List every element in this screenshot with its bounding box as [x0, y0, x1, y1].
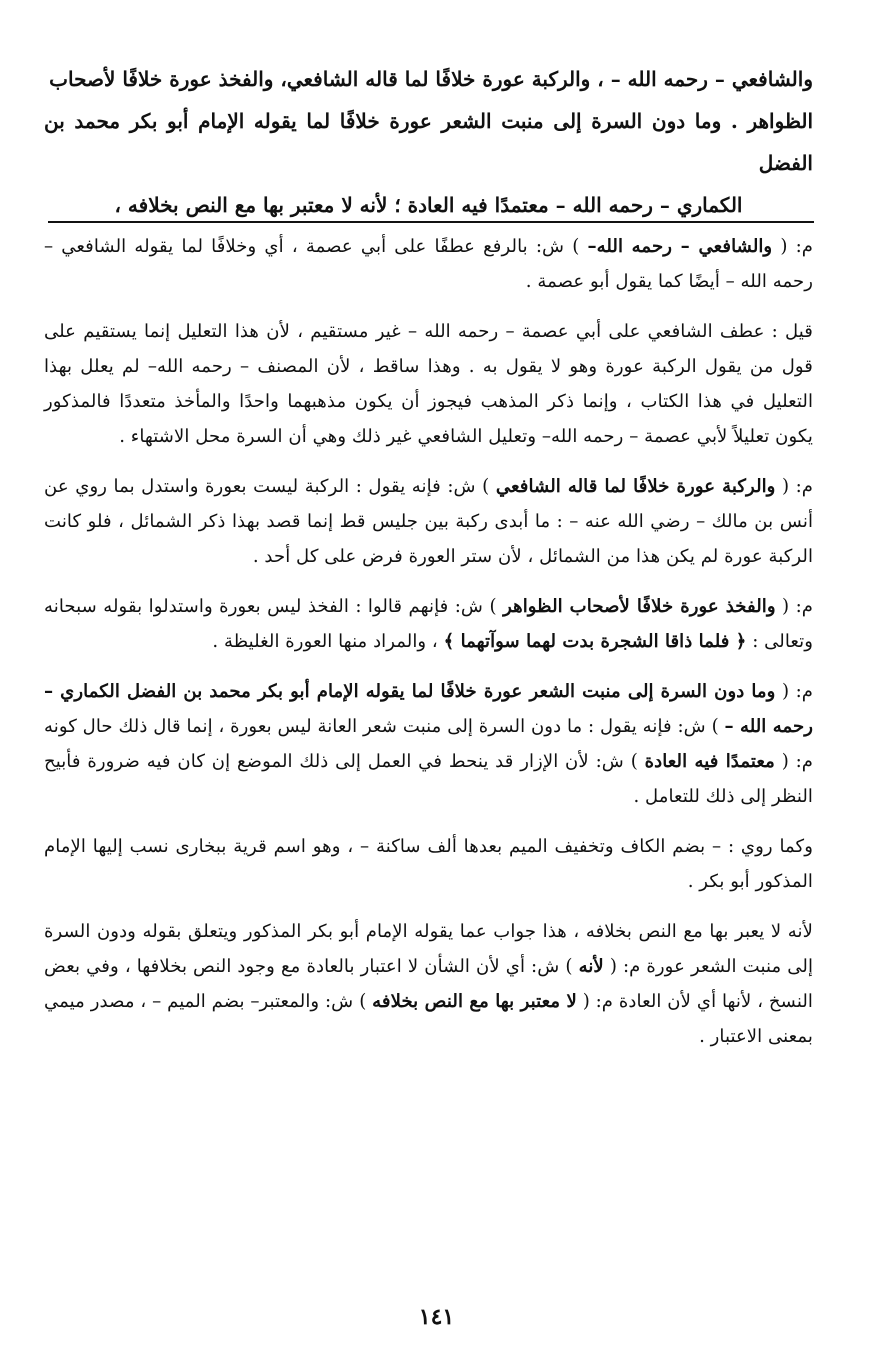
page-number: ١٤١ [418, 1304, 455, 1330]
text-segment: ) ش: فإنه يقول : الركبة ليست بعورة واستدل بما روي عن أنس بن مالك – رضي الله عنه – : ما أبدى ركبة بين جليس قط إنما قصد بهذا ذكر الشمائل ، فلو كانت الركبة عورة لم يكن هذا من الشمائل ، لأن ستر العورة فرض على كل أحد . [44, 476, 813, 567]
text-segment: م: ( [780, 236, 813, 257]
commentary-paragraph-3 [44, 469, 813, 574]
main-text [44, 58, 813, 226]
quoted-text: وما دون السرة إلى منبت الشعر عورة خلافًا لما يقوله الإمام أبو بكر محمد بن الفضل الكماري – رحمه الله – [44, 681, 813, 737]
text-segment: م: ( [782, 596, 813, 617]
text-segment: ، والمراد منها العورة الغليظة . [212, 631, 438, 652]
commentary [44, 229, 813, 1069]
quoted-text: والركبة عورة خلافًا لما قاله الشافعي [495, 476, 776, 497]
main-line-1: والشافعي – رحمه الله – ، والركبة عورة خلافًا لما قاله الشافعي، والفخذ عورة خلافًا لأصحاب [49, 67, 813, 91]
quoted-text: والشافعي – رحمه الله– [587, 236, 773, 257]
text-segment: م: ( [782, 681, 814, 702]
text-segment: ) ش: لأن الإزار قد ينحط في العمل إلى ذلك الموضع إن كان فيه ضرورة فأبيح النظر إلى ذلك للتعامل . [44, 751, 813, 807]
text-segment: لأنه لا يعبر بها مع النص بخلافه ، هذا جواب عما يقوله الإمام أبو بكر المذكور ويتعلق بقوله ودون السرة إلى منبت الشعر عورة م: ( [44, 921, 813, 977]
text-segment: ) ش: أي لأن الشأن لا اعتبار بالعادة مع وجود النص بخلافها ، وفي بعض النسخ ، لأنها أي لأن العادة م: ( [44, 956, 813, 1012]
text-segment: ) ش: بالرفع عطفًا على أبي عصمة ، أي وخلافًا لما يقوله الشافعي – رحمه الله – أيضًا كما يقول أبو عصمة . [44, 236, 813, 292]
quoted-text: والفخذ عورة خلافًا لأصحاب الظواهر [503, 596, 776, 617]
text-segment: ) ش: فإنه يقول : ما دون السرة إلى منبت شعر العانة ليس بعورة ، إنما قال ذلك حال كونه م: ( [44, 716, 813, 772]
separator-rule [48, 221, 814, 223]
commentary-paragraph-7 [44, 914, 813, 1054]
text-segment: م: ( [782, 476, 813, 497]
commentary-paragraph-4 [44, 589, 813, 659]
quran-verse: ﴿ فلما ذاقا الشجرة بدت لهما سوآتهما ﴾ [443, 631, 747, 652]
text-segment: ) ش: فإنهم قالوا : الفخذ ليس بعورة واستدلوا بقوله سبحانه وتعالى : [44, 596, 813, 652]
quoted-text: معتمدًا فيه العادة [644, 751, 775, 772]
main-line-2: الظواهر . وما دون السرة إلى منبت الشعر عورة خلافًا لما يقوله الإمام أبو بكر محمد بن الفضل [44, 109, 813, 175]
text-segment: ) ش: والمعتبر– بضم الميم – ، مصدر ميمي بمعنى الاعتبار . [44, 991, 813, 1047]
quoted-text: لا معتبر بها مع النص بخلافه [372, 991, 577, 1012]
commentary-paragraph-5 [44, 674, 813, 814]
commentary-paragraph-2: قيل : عطف الشافعي على أبي عصمة – رحمه الله – غير مستقيم ، لأن هذا التعليل إنما يستقيم على قول من يقول الركبة عورة وهو لا يقول به . وهذا ساقط ، لأن المصنف – رحمه الله– لم يعلل بهذا التعليل في هذا الكتاب ، وإنما ذكر المذهب فيجوز أن يكون مذهبهما واحدًا والمأخذ متعددًا فالمذكور يكون تعليلاً لأبي عصمة – رحمه الله– وتعليل الشافعي غير ذلك وهي أن السرة محل الاشتهاء . [44, 321, 813, 447]
quoted-text: لأنه [578, 956, 604, 977]
commentary-paragraph-1 [44, 229, 813, 299]
commentary-paragraph-6: وكما روي : – بضم الكاف وتخفيف الميم بعدها ألف ساكنة – ، وهو اسم قرية ببخارى نسب إليها الإمام المذكور أبو بكر . [44, 836, 813, 892]
main-line-3: الكماري – رحمه الله – معتمدًا فيه العادة ؛ لأنه لا معتبر بها مع النص بخلافه ، [114, 193, 743, 217]
